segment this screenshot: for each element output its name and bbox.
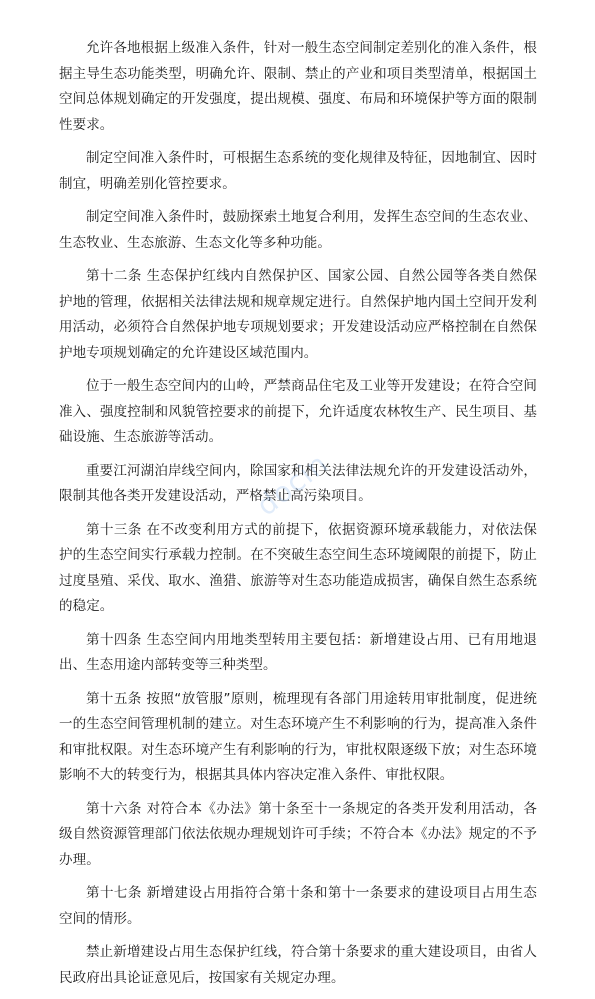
- paragraph: 制定空间准入条件时，可根据生态系统的变化规律及特征，因地制宜、因时制宜，明确差别化管控要求。: [59, 150, 537, 192]
- article-13-paragraph: 第十三条 在不改变利用方式的前提下，依据资源环境承载能力，对依法保护的生态空间实行承载力控制。在不突破生态空间生态环境阈限的前提下，防止过度垦殖、采伐、取水、渔猎、旅游等对生态功能造成损害，确保自然生态系统的稳定。: [59, 521, 537, 614]
- paragraph: 位于一般生态空间内的山岭，严禁商品住宅及工业等开发建设；在符合空间准入、强度控制和风貌管控要求的前提下，允许适度农林牧生产、民生项目、基础设施、生态旅游等活动。: [59, 378, 537, 445]
- paragraph: 重要江河湖泊岸线空间内，除国家和相关法律法规允许的开发建设活动外，限制其他各类开发建设活动，严格禁止高污染项目。: [59, 462, 537, 504]
- article-14-paragraph: 第十四条 生态空间内用地类型转用主要包括：新增建设占用、已有用地退出、生态用途内部转变等三种类型。: [59, 631, 537, 673]
- article-17-paragraph: 第十七条 新增建设占用指符合第十条和第十一条要求的建设项目占用生态空间的情形。: [59, 885, 537, 927]
- paragraph: 制定空间准入条件时，鼓励探索土地复合利用，发挥生态空间的生态农业、生态牧业、生态旅游、生态文化等多种功能。: [59, 209, 537, 251]
- article-12-paragraph: 第十二条 生态保护红线内自然保护区、国家公园、自然公园等各类自然保护地的管理，依据相关法律法规和规章规定进行。自然保护地内国土空间开发利用活动，必须符合自然保护地专项规划要求；开发建设活动应严格控制在自然保护地专项规划确定的允许建设区域范围内。: [59, 268, 537, 361]
- article-16-paragraph: 第十六条 对符合本《办法》第十条至十一条规定的各类开发利用活动，各级自然资源管理部门依法依规办理规划许可手续；不符合本《办法》规定的不予办理。: [59, 800, 537, 868]
- watermark: docin: [250, 446, 335, 523]
- paragraph: 禁止新增建设占用生态保护红线，符合第十条要求的重大建设项目，由省人民政府出具论证意见后，按国家有关规定办理。: [59, 944, 537, 986]
- paragraph: 允许各地根据上级准入条件，针对一般生态空间制定差别化的准入条件，根据主导生态功能类型，明确允许、限制、禁止的产业和项目类型清单，根据国土空间总体规划确定的开发强度，提出规模、强度、布局和环境保护等方面的限制性要求。: [59, 40, 537, 133]
- document-body: [59, 36, 537, 999]
- article-15-paragraph: 第十五条 按照“放管服”原则，梳理现有各部门用途转用审批制度，促进统一的生态空间管理机制的建立。对生态环境产生不利影响的行为，提高准入条件和审批权限。对生态环境产生有利影响的行为，审批权限逐级下放；对生态环境影响不大的转变行为，根据其具体内容决定准入条件、审批权限。: [59, 690, 537, 783]
